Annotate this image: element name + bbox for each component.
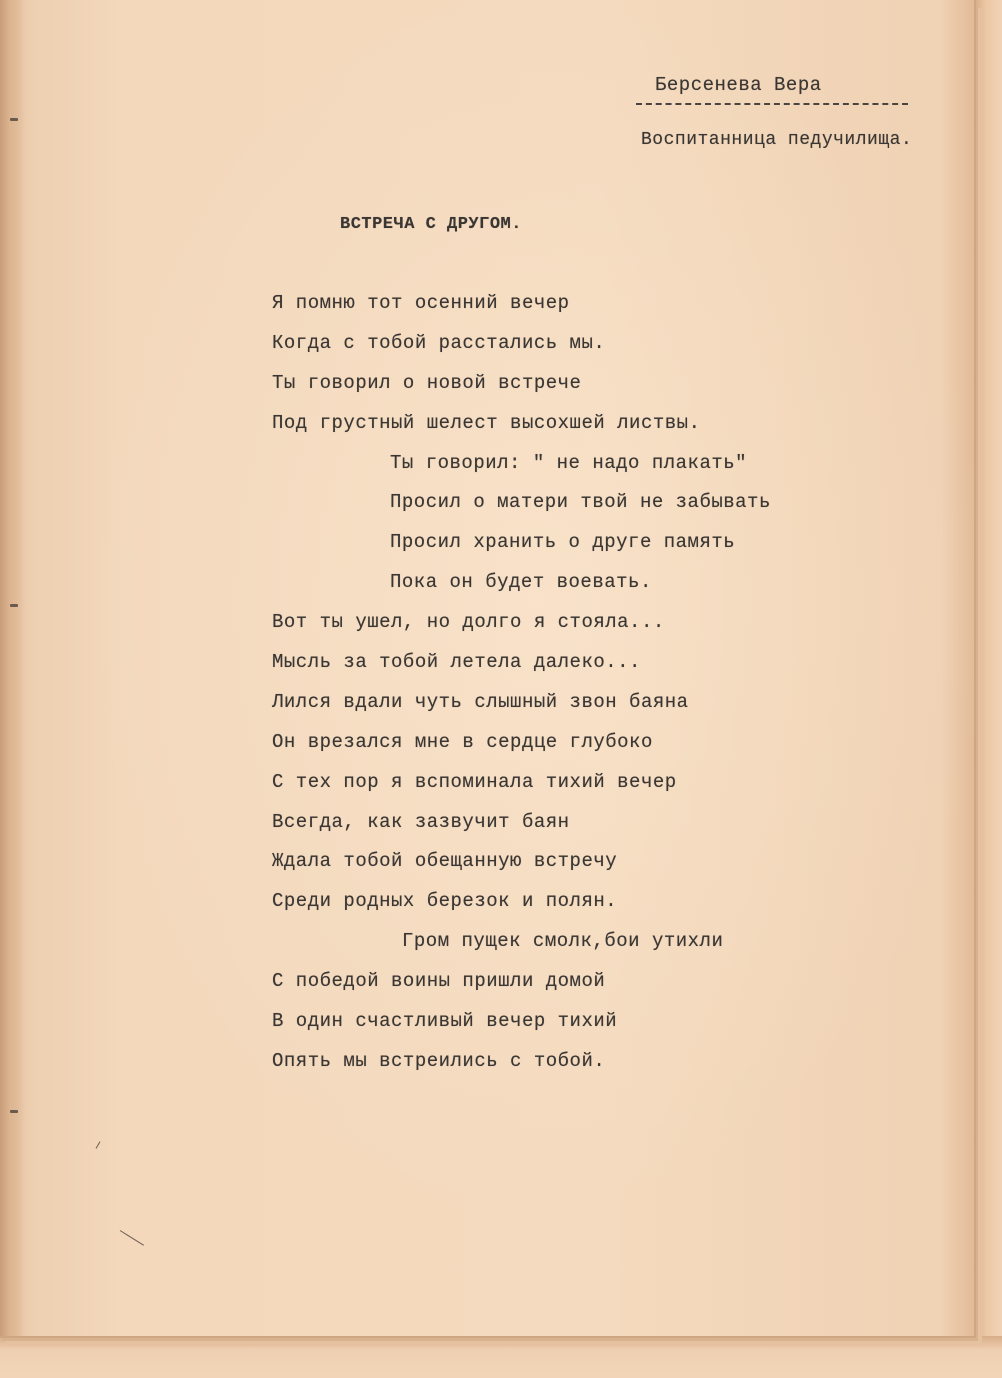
- author-name: Берсенева Вера: [655, 74, 822, 96]
- poem-line: Пока он будет воевать.: [390, 571, 652, 594]
- poem-line: Лился вдали чуть слышный звон баяна: [272, 690, 689, 713]
- poem-line: С тех пор я вспоминала тихий вечер: [272, 770, 677, 793]
- poem-line: Просил хранить о друге память: [390, 531, 736, 554]
- poem-line: Ждала тобой обещанную встречу: [272, 850, 618, 873]
- poem-line: Ты говорил о новой встрече: [272, 371, 582, 394]
- poem-line: Под грустный шелест высохшей листвы.: [272, 411, 701, 434]
- poem-line: Вот ты ушел, но долго я стояла...: [272, 611, 665, 634]
- poem-body: [272, 290, 771, 1088]
- staple-mark: [10, 118, 18, 121]
- poem-title: ВСТРЕЧА С ДРУГОМ.: [340, 215, 522, 234]
- staple-mark: [10, 604, 18, 607]
- poem-line: Ты говорил: " не надо плакать": [390, 451, 748, 474]
- author-subtitle: Воспитанница педучилища.: [641, 130, 913, 150]
- paper-scratch: [96, 1141, 101, 1148]
- poem-line: Среди родных березок и полян.: [272, 890, 618, 913]
- poem-line: Когда с тобой расстались мы.: [272, 331, 606, 354]
- underlying-page-edge: [974, 0, 1002, 1378]
- poem-line: В один счастливый вечер тихий: [272, 1010, 618, 1033]
- poem-line: Опять мы встреились с тобой.: [272, 1049, 606, 1072]
- author-underline: [636, 103, 908, 105]
- binding-edge: [0, 0, 24, 1336]
- poem-line: Просил о матери твой не забывать: [390, 491, 771, 514]
- poem-line: Мысль за тобой летела далеко...: [272, 651, 641, 674]
- poem-line: Он врезался мне в сердце глубоко: [272, 730, 653, 753]
- poem-line: С победой воины пришли домой: [272, 970, 606, 993]
- poem-line: Всегда, как зазвучит баян: [272, 810, 570, 833]
- staple-mark: [10, 1110, 18, 1113]
- poem-line: Я помню тот осенний вечер: [272, 292, 570, 314]
- underlying-page-bottom: [0, 1336, 1002, 1378]
- poem-line: Гром пущек смолк,бои утихли: [402, 930, 724, 953]
- paper-scratch: [120, 1230, 144, 1246]
